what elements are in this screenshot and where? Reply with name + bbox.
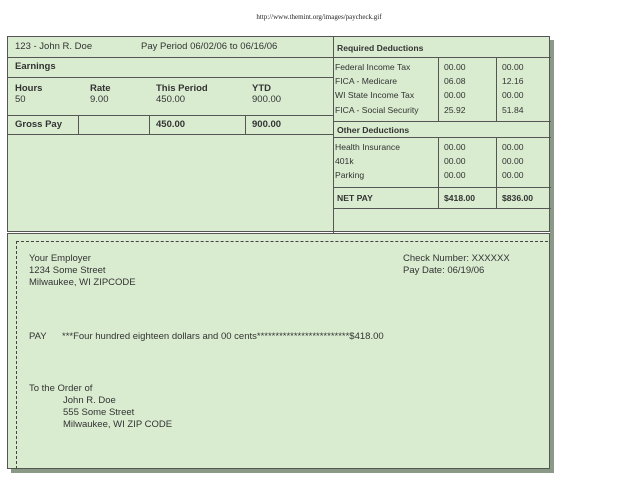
- stub-divider: [78, 115, 79, 134]
- deduction-ytd: 00.00: [502, 170, 524, 180]
- ytd-value: 900.00: [252, 94, 282, 105]
- stub-divider: [496, 57, 497, 121]
- pay-stub: [7, 36, 550, 232]
- stub-line: [333, 137, 551, 138]
- stub-line: [8, 57, 551, 58]
- payee-name: John R. Doe: [63, 395, 116, 406]
- stub-divider: [149, 115, 150, 134]
- stub-line: [333, 121, 551, 122]
- deduction-period: 00.00: [444, 62, 466, 72]
- paycheck-shadow-right: [550, 40, 554, 471]
- stub-line: [8, 115, 333, 116]
- gross-pay-label: Gross Pay: [15, 119, 62, 130]
- stub-line: [8, 134, 333, 135]
- stub-line: [333, 208, 551, 209]
- pay-date: Pay Date: 06/19/06: [403, 265, 485, 276]
- deduction-ytd: 00.00: [502, 62, 524, 72]
- employer-city: Milwaukee, WI ZIPCODE: [29, 277, 136, 288]
- deduction-period: 00.00: [444, 90, 466, 100]
- deduction-ytd: 51.84: [502, 105, 524, 115]
- stub-divider: [333, 37, 334, 233]
- stub-divider: [496, 187, 497, 208]
- employer-name: Your Employer: [29, 253, 91, 264]
- stub-divider: [438, 57, 439, 121]
- pay-amount-line: ***Four hundred eighteen dollars and 00 cents*************************$418.00: [62, 331, 384, 342]
- stub-line: [333, 187, 551, 188]
- other-deductions-heading: Other Deductions: [337, 125, 410, 135]
- required-deductions-heading: Required Deductions: [337, 43, 424, 53]
- payee-street: 555 Some Street: [63, 407, 135, 418]
- gross-pay-this-period: 450.00: [156, 119, 186, 130]
- deduction-period: 25.92: [444, 105, 466, 115]
- deduction-name: FICA - Medicare: [335, 76, 398, 86]
- stub-divider: [245, 115, 246, 134]
- rate-value: 9.00: [90, 94, 109, 105]
- paycheck-shadow-bottom: [11, 469, 554, 473]
- ytd-header: YTD: [252, 83, 271, 94]
- deduction-period: 00.00: [444, 170, 466, 180]
- pay-period: Pay Period 06/02/06 to 06/16/06: [141, 41, 278, 52]
- employee-id-name: 123 - John R. Doe: [15, 41, 93, 52]
- net-pay-ytd: $836.00: [502, 193, 534, 203]
- deduction-ytd: 00.00: [502, 156, 524, 166]
- deduction-ytd: 00.00: [502, 142, 524, 152]
- deduction-name: 401k: [335, 156, 354, 166]
- hours-value: 50: [15, 94, 26, 105]
- deduction-name: Health Insurance: [335, 142, 400, 152]
- deduction-name: WI State Income Tax: [335, 90, 415, 100]
- stub-divider: [438, 187, 439, 208]
- check-number: Check Number: XXXXXX: [403, 253, 510, 264]
- payee-city: Milwaukee, WI ZIP CODE: [63, 419, 173, 430]
- order-label: To the Order of: [29, 383, 93, 394]
- deduction-ytd: 12.16: [502, 76, 524, 86]
- deduction-ytd: 00.00: [502, 90, 524, 100]
- hours-header: Hours: [15, 83, 43, 94]
- this-period-value: 450.00: [156, 94, 186, 105]
- pay-label: PAY: [29, 331, 47, 342]
- stub-line: [8, 77, 333, 78]
- rate-header: Rate: [90, 83, 111, 94]
- gross-pay-ytd: 900.00: [252, 119, 282, 130]
- deduction-name: Federal Income Tax: [335, 62, 411, 72]
- net-pay-period: $418.00: [444, 193, 476, 203]
- earnings-heading: Earnings: [15, 61, 56, 72]
- deduction-name: FICA - Social Security: [335, 105, 419, 115]
- source-url[interactable]: http://www.themint.org/images/paycheck.gif: [256, 13, 382, 21]
- deduction-name: Parking: [335, 170, 365, 180]
- deduction-period: 00.00: [444, 142, 466, 152]
- employer-street: 1234 Some Street: [29, 265, 106, 276]
- net-pay-label: NET PAY: [337, 193, 373, 203]
- this-period-header: This Period: [156, 83, 208, 94]
- deduction-period: 06.08: [444, 76, 466, 86]
- deduction-period: 00.00: [444, 156, 466, 166]
